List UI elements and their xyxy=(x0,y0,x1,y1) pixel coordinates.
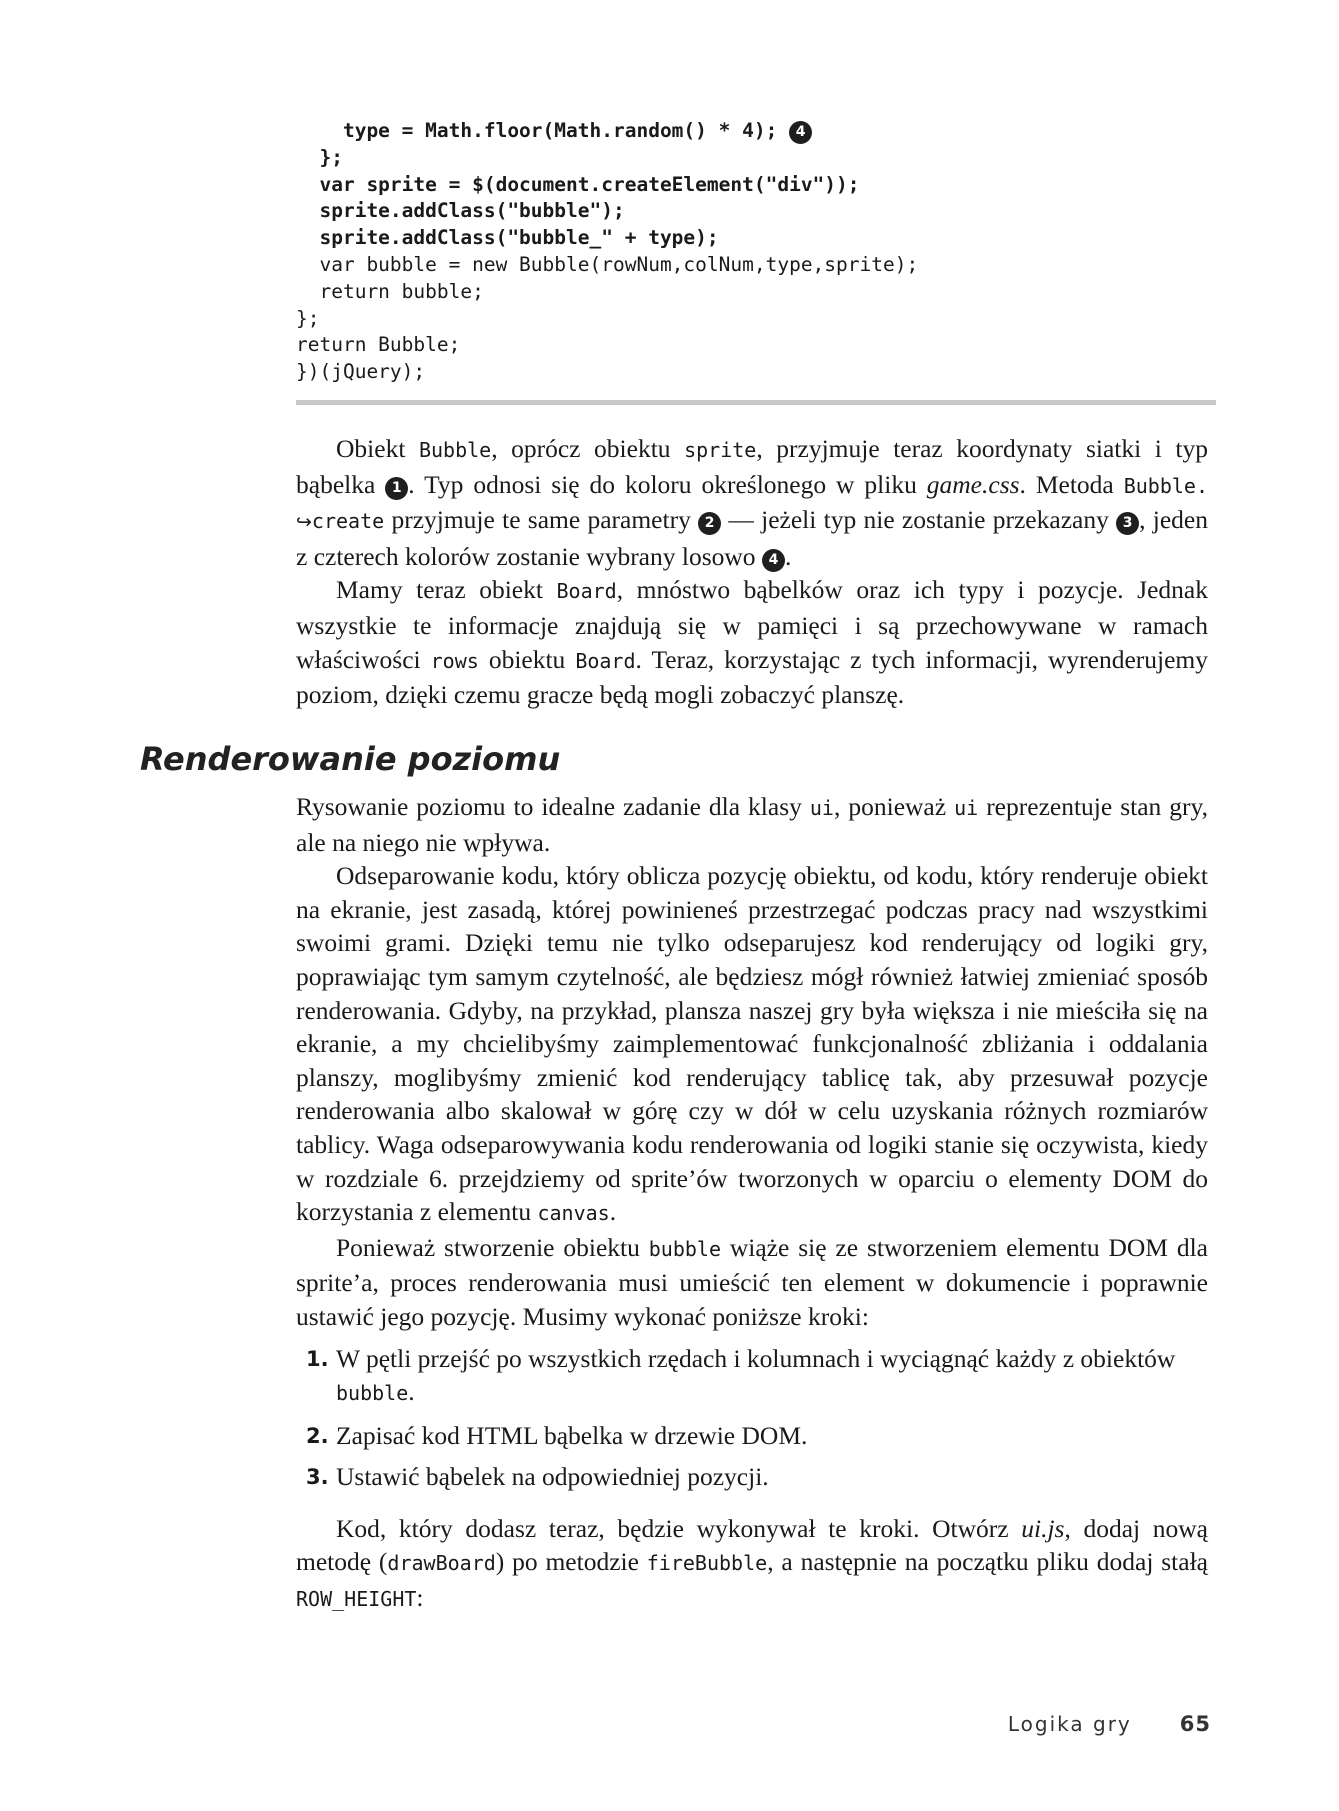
code-line: var sprite = $(document.createElement("div")); xyxy=(296,172,860,196)
callout-marker: 1 xyxy=(385,477,408,500)
code-line: return bubble; xyxy=(296,279,484,303)
section-heading: Renderowanie poziomu xyxy=(140,740,561,778)
paragraph: Obiekt Bubble, oprócz obiektu sprite, przyjmuje teraz koordynaty siatki i typ bąbelka 1 . Typ odnosi się do koloru określonego w pliku game.css. Metoda Bubble. ↪create przyjmuje te same parametry 2 — jeżeli typ nie zostanie przekazany 3 , jeden z czterech kolorów zostanie wybrany losowo 4 . xyxy=(296,434,1208,571)
code-line: }; xyxy=(296,306,320,330)
code-line: type = Math.floor(Math.random() * 4); 4 xyxy=(296,118,1216,145)
code-line: sprite.addClass("bubble"); xyxy=(296,199,625,223)
paragraph: Ponieważ stworzenie obiektu bubble wiąże się ze stworzeniem elementu DOM dla sprite’a, proces renderowania musi umieścić ten element w dokumencie i poprawnie ustawić jego pozycję. Musimy wykonać poniższe kroki: xyxy=(296,1232,1208,1331)
list-item: 1. W pętli przejść po wszystkich rzędach i kolumnach i wyciągnąć każdy z obiektów bubble. xyxy=(306,1343,1176,1407)
code-line: }; xyxy=(296,145,343,169)
line-continuation-icon: ↪ xyxy=(296,511,312,534)
code-line: })(jQuery); xyxy=(296,360,426,384)
code-line: sprite.addClass("bubble_" + type); xyxy=(296,226,719,250)
callout-marker: 3 xyxy=(1116,512,1139,535)
steps-list xyxy=(296,1342,1208,1494)
callout-marker: 4 xyxy=(762,549,785,572)
paragraph: Kod, który dodasz teraz, będzie wykonywał te kroki. Otwórz ui.js, dodaj nową metodę (drawBoard) po metodzie fireBubble, a następnie na początku pliku dodaj stałą ROW_HEIGHT: xyxy=(296,1513,1209,1613)
page-footer xyxy=(1008,1712,1211,1736)
paragraph: Odseparowanie kodu, który oblicza pozycję obiektu, od kodu, który renderuje obiekt na ekranie, jest zasadą, której powinieneś przestrzegać podczas pracy nad wszystkimi swoimi grami. Dzięki temu nie tylko odseparujesz kod renderujący od logiki gry, poprawiając tym samym czytelność, ale będziesz mógł również łatwiej zmieniać sposób renderowania. Gdyby, na przykład, plansza naszej gry była większa i nie mieściła się na ekranie, a my chcielibyśmy zaimplementować funkcjonalność zbliżania i oddalania planszy, moglibyśmy zmienić kod renderujący tablicę tak, aby przesuwał pozycje renderowania albo skalował w górę czy w dół w celu uzyskania różnych rozmiarów tablicy. Waga odseparowywania kodu renderowania od logiki stanie się oczywista, kiedy w rozdziale 6. przejdziemy od sprite’ów tworzonych w oparciu o elementy DOM do korzystania z elementu canvas. xyxy=(296,861,1208,1227)
code-line: var bubble = new Bubble(rowNum,colNum,type,sprite); xyxy=(296,252,919,276)
code-divider xyxy=(296,400,1216,405)
code-line: return Bubble; xyxy=(296,333,461,357)
body-text-lower xyxy=(296,790,1208,1617)
list-item: 2. Zapisać kod HTML bąbelka w drzewie DOM. xyxy=(306,1420,808,1450)
page-number: 65 xyxy=(1179,1712,1211,1736)
paragraph: Rysowanie poziomu to idealne zadanie dla klasy ui, ponieważ ui reprezentuje stan gry, ale na niego nie wpływa. xyxy=(296,792,1208,857)
callout-marker: 4 xyxy=(789,121,812,144)
code-listing xyxy=(296,118,1216,386)
body-text-upper xyxy=(296,432,1208,712)
callout-marker: 2 xyxy=(698,512,721,535)
list-item: 3. Ustawić bąbelek na odpowiedniej pozycji. xyxy=(306,1462,769,1492)
chapter-title: Logika gry xyxy=(1007,1712,1132,1736)
paragraph: Mamy teraz obiekt Board, mnóstwo bąbelków oraz ich typy i pozycje. Jednak wszystkie te informacje znajdują się w pamięci i są przechowywane w ramach właściwości rows obiektu Board. Teraz, korzystając z tych informacji, wyrenderujemy poziom, dzięki czemu gracze będą mogli zobaczyć planszę. xyxy=(296,575,1208,710)
